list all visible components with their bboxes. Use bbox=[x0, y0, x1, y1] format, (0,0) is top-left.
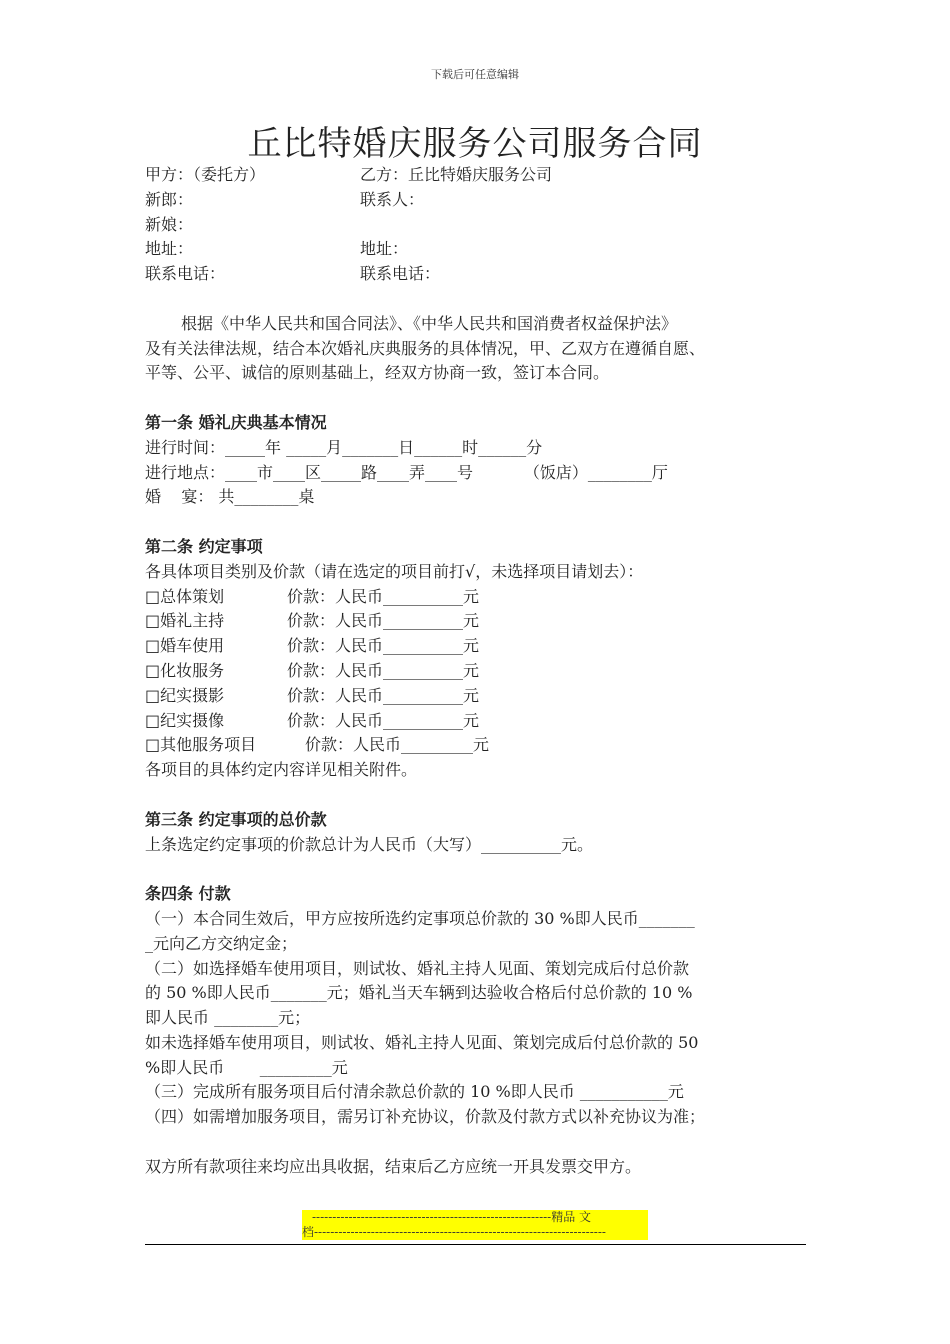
party-right: 乙方：丘比特婚庆服务公司 bbox=[360, 165, 553, 184]
article4-line: （三）完成所有服务项目后付清余款总价款的 10 %即人民币 ___________元 bbox=[145, 1082, 684, 1102]
article1-line: 进行地点：____市____区_____路____弄____号 （饭店）________厅 bbox=[145, 462, 668, 482]
footer-line: -----------------------------------------------------------精品 文 bbox=[312, 1210, 592, 1224]
service-item bbox=[145, 585, 810, 610]
service-price: 价款：人民币__________元 bbox=[287, 710, 480, 730]
party-left: 新郎： bbox=[145, 189, 194, 209]
footer-line: 档------------------------------------------------------------------------ bbox=[302, 1225, 606, 1239]
party-row bbox=[145, 262, 810, 287]
service-price: 价款：人民币__________元 bbox=[287, 685, 480, 705]
service-name: □总体策划 bbox=[145, 586, 225, 606]
service-name: □化妆服务 bbox=[145, 660, 225, 680]
article4-line: （一）本合同生效后，甲方应按所选约定事项总价款的 30 %即人民币_______ bbox=[145, 908, 695, 928]
party-row bbox=[145, 188, 810, 213]
service-price: 价款：人民币_________元 bbox=[305, 735, 490, 755]
party-row bbox=[145, 213, 810, 238]
footer-rule bbox=[145, 1244, 806, 1245]
party-row bbox=[145, 163, 810, 188]
article4-line: 的 50 %即人民币_______元；婚礼当天车辆到达验收合格后付总价款的 10 % bbox=[145, 983, 693, 1003]
article4-line: （二）如选择婚车使用项目，则试妆、婚礼主持人见面、策划完成后付总价款 bbox=[145, 958, 690, 978]
service-name: □纪实摄影 bbox=[145, 685, 225, 705]
spacer bbox=[145, 386, 810, 411]
article4-line: （四）如需增加服务项目，需另订补充协议，价款及付款方式以补充协议为准； bbox=[145, 1107, 706, 1127]
service-name: □纪实摄像 bbox=[145, 710, 225, 730]
spacer bbox=[145, 783, 810, 808]
article4-line: %即人民币 _________元 bbox=[145, 1057, 348, 1077]
document-body bbox=[145, 163, 810, 1180]
service-price: 价款：人民币__________元 bbox=[287, 636, 480, 656]
party-left: 新娘： bbox=[145, 214, 194, 234]
service-name: □其他服务项目 bbox=[145, 735, 257, 755]
intro-line: 平等、公平、诚信的原则基础上，经双方协商一致，签订本合同。 bbox=[145, 363, 610, 383]
service-item bbox=[145, 609, 810, 634]
spacer bbox=[145, 287, 810, 312]
party-left: 地址： bbox=[145, 239, 194, 259]
article4-line: 如未选择婚车使用项目，则试妆、婚礼主持人见面、策划完成后付总价款的 50 bbox=[145, 1032, 699, 1052]
party-left: 联系电话： bbox=[145, 264, 226, 284]
spacer bbox=[145, 510, 810, 535]
spacer bbox=[145, 1130, 810, 1155]
intro-line: 及有关法律法规，结合本次婚礼庆典服务的具体情况，甲、乙双方在遵循自愿、 bbox=[145, 338, 706, 358]
intro-line: 根据《中华人民共和国合同法》、《中华人民共和国消费者权益保护法》 bbox=[181, 313, 678, 333]
article2-note: 各项目的具体约定内容详见相关附件。 bbox=[145, 760, 418, 780]
party-row bbox=[145, 237, 810, 262]
article2-intro: 各具体项目类别及价款（请在选定的项目前打√，未选择项目请划去）： bbox=[145, 561, 644, 581]
service-item bbox=[145, 659, 810, 684]
article2-heading: 第二条 约定事项 bbox=[145, 536, 263, 556]
closing-text: 双方所有款项往来均应出具收据，结束后乙方应统一开具发票交甲方。 bbox=[145, 1156, 642, 1176]
service-name: □婚礼主持 bbox=[145, 611, 225, 631]
article1-line: 婚 宴： 共________桌 bbox=[145, 487, 315, 507]
article3-text: 上条选定约定事项的价款总计为人民币（大写）__________元。 bbox=[145, 834, 594, 854]
service-item bbox=[145, 709, 810, 734]
service-item bbox=[145, 684, 810, 709]
service-price: 价款：人民币__________元 bbox=[287, 660, 480, 680]
service-item bbox=[145, 634, 810, 659]
document-title: 丘比特婚庆服务公司服务合同 bbox=[247, 124, 703, 164]
service-item bbox=[145, 733, 810, 758]
party-right: 地址： bbox=[360, 239, 409, 259]
article4-line: _元向乙方交纳定金； bbox=[145, 933, 298, 953]
service-price: 价款：人民币__________元 bbox=[287, 611, 480, 631]
article4-heading: 条四条 付款 bbox=[145, 884, 231, 904]
service-name: □婚车使用 bbox=[145, 636, 225, 656]
party-left: 甲方：（委托方） bbox=[145, 165, 266, 184]
article4-line: 即人民币 ________元； bbox=[145, 1008, 311, 1028]
article1-heading: 第一条 婚礼庆典基本情况 bbox=[145, 412, 327, 432]
footer-highlight bbox=[302, 1210, 648, 1240]
article1-line: 进行时间：_____年 _____月_______日______时______分 bbox=[145, 437, 543, 457]
service-price: 价款：人民币__________元 bbox=[287, 586, 480, 606]
header-note: 下载后可任意编辑 bbox=[431, 68, 519, 81]
party-right: 联系人： bbox=[360, 189, 425, 209]
party-right: 联系电话： bbox=[360, 264, 441, 284]
spacer bbox=[145, 857, 810, 882]
article3-heading: 第三条 约定事项的总价款 bbox=[145, 809, 327, 829]
